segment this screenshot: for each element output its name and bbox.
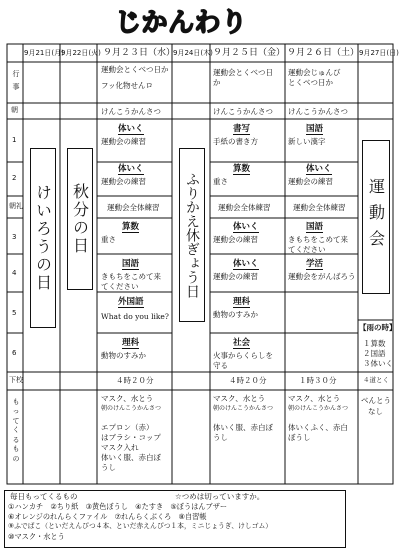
- header-date-4: 9月24日(木): [173, 49, 213, 57]
- holiday-box-keiro: [30, 148, 56, 328]
- d6-gyoji-2: とくべつ日か: [288, 78, 333, 87]
- footer-line-4: ⑩マスク・水とう: [8, 532, 65, 541]
- row-label-gyoji: 行事: [12, 70, 20, 92]
- d5-p6-subject: 社会: [233, 338, 251, 348]
- d3-motte-3: エプロン（赤）: [101, 423, 154, 432]
- holiday-box-furikae: [179, 148, 205, 322]
- holiday-label-shubun: 秋分の日: [70, 183, 90, 255]
- d6-ge: １時３０分: [299, 376, 337, 385]
- d3-p6-subject: 理科: [122, 338, 140, 348]
- d7-rain-4: ４道とく: [363, 376, 389, 384]
- d5-p3-subject: 体いく: [233, 222, 259, 232]
- holiday-box-undokai: [362, 140, 390, 294]
- row-label-p1: 1: [12, 136, 17, 144]
- d7-rain-1: １算数: [363, 339, 386, 348]
- d6-motte-2: 朝のけんこうかんさつ: [288, 405, 349, 412]
- d5-p2-note: 重さ: [213, 177, 228, 186]
- d6-p2-subject: 体いく: [306, 164, 332, 174]
- d3-ge: ４時２０分: [116, 376, 154, 385]
- d7-motte-1: べんとう: [361, 396, 391, 405]
- d6-p1-note: 新しい漢字: [288, 137, 326, 146]
- row-label-mottekuru: もってくるもの: [12, 398, 20, 463]
- d6-p4-note: 運動会をがんばろう: [288, 272, 356, 281]
- footer-heading: 毎日もってくるもの: [10, 492, 78, 501]
- d5-p3-note: 運動会の練習: [213, 235, 258, 244]
- footer-note: ☆つめは切っていますか。: [175, 492, 265, 501]
- d7-motte-2: なし: [368, 407, 383, 416]
- d6-gyoji-1: 運動会じゅんび: [288, 68, 341, 77]
- row-label-ge: 下校: [9, 376, 23, 384]
- d5-gyoji-1: 運動会とくべつ日: [213, 68, 273, 77]
- d6-p4-subject: 学活: [306, 259, 324, 269]
- holiday-box-shubun: [67, 148, 93, 290]
- d3-gyoji-2: フッ化物せんロ: [101, 81, 153, 90]
- d5-gyoji-2: か: [213, 78, 221, 87]
- d5-chokai: 運動会全体練習: [218, 203, 271, 212]
- d3-p5-subject: 外国語: [118, 297, 144, 307]
- d3-p3-subject: 算数: [122, 222, 140, 232]
- holiday-label-furikae: ふりかえ休ぎょう日: [184, 172, 200, 298]
- d6-p3-note-2: てください: [288, 245, 326, 254]
- d5-p4-subject: 体いく: [233, 259, 259, 269]
- d6-chokai: 運動会全体練習: [293, 203, 346, 212]
- d5-ge: ４時２０分: [229, 376, 267, 385]
- d3-p1-subject: 体いく: [118, 124, 144, 134]
- footer-line-3: ⑨ふでばこ（といだえんぴつ４本、といだ赤えんぴつ１本，ミニじょうぎ、けしゴム）: [8, 522, 273, 530]
- d6-p3-note-1: きもちをこめて来: [288, 235, 348, 244]
- holiday-label-keiro: けいろうの日: [33, 184, 53, 292]
- d3-p3-note: 重さ: [101, 235, 116, 244]
- d7-rain-3: ３体いく: [363, 359, 393, 368]
- d5-p5-subject: 理科: [233, 297, 251, 307]
- row-label-p2: 2: [12, 174, 17, 182]
- d3-motte-2: 朝のけんこうかんさつ: [101, 405, 162, 412]
- header-date-3: ９月２３日（水）: [103, 48, 176, 58]
- d3-p4-note-1: きもちをこめて来: [101, 272, 161, 281]
- d3-p2-note: 運動会の練習: [101, 177, 146, 186]
- d3-motte-7: うし: [101, 463, 116, 472]
- d3-asa: けんこうかんさつ: [101, 107, 161, 116]
- row-label-p4: 4: [12, 269, 17, 277]
- d6-p2-note: 運動会の練習: [288, 177, 333, 186]
- row-label-p6: 6: [12, 349, 17, 357]
- header-date-1: 9月21日(月): [24, 49, 64, 57]
- d5-asa: けんこうかんさつ: [213, 107, 273, 116]
- d5-motte-2: 朝のけんこうかんさつ: [213, 405, 274, 412]
- d6-motte-1: マスク、水とう: [288, 394, 341, 403]
- page-title: じかんわり: [115, 8, 248, 38]
- d7-rain-2: ２国語: [363, 349, 386, 358]
- d5-p6-note-2: 守る: [213, 361, 228, 370]
- d5-motte-3: 体いく服、赤白ぼ: [213, 423, 273, 432]
- header-date-5: ９月２５日（金）: [213, 48, 286, 58]
- header-date-7: 9月27日(日): [359, 49, 399, 57]
- d5-p4-note: 運動会の練習: [213, 272, 258, 281]
- d3-p1-note: 運動会の練習: [101, 137, 146, 146]
- d5-p6-note-1: 火事からくらしを: [213, 351, 273, 360]
- holiday-label-undokai: 運動会: [366, 178, 386, 256]
- d5-motte-4: うし: [213, 433, 228, 442]
- d5-p5-note: 動物のすみか: [213, 310, 258, 319]
- d3-p4-note-2: てください: [101, 282, 139, 291]
- d6-motte-4: ぼうし: [288, 433, 311, 442]
- d3-gyoji-1: 運動会とくべつ日か: [101, 65, 169, 74]
- header-date-6: ９月２６日（土）: [287, 48, 360, 58]
- d3-motte-6: 体いく服、赤白ぼ: [101, 453, 161, 462]
- d6-motte-3: 体いくふく、赤白: [288, 423, 348, 432]
- d5-p1-subject: 書写: [233, 124, 251, 134]
- d3-p5-note: What do you like?: [101, 312, 169, 321]
- d3-p2-subject: 体いく: [118, 164, 144, 174]
- d3-chokai: 運動会全体練習: [107, 203, 160, 212]
- d7-rain-title: 【雨の時】: [359, 323, 397, 332]
- d5-p2-subject: 算数: [233, 164, 251, 174]
- row-label-chokai: 朝礼: [9, 202, 23, 210]
- d6-p1-subject: 国語: [306, 124, 324, 134]
- d5-motte-1: マスク、水とう: [213, 394, 266, 403]
- d3-p4-subject: 国語: [122, 259, 140, 269]
- d5-p1-note: 手紙の書き方: [213, 137, 258, 146]
- footer-box: [4, 490, 346, 548]
- header-date-2: 9月22日(火): [61, 49, 101, 57]
- row-label-p5: 5: [12, 309, 17, 317]
- d3-motte-4: はブラシ・コップ: [101, 433, 161, 442]
- footer-line-2: ⑥オレンジのれんらくファイル ⑦れんらくぶくろ ⑧自習帳: [8, 512, 207, 521]
- row-label-asa: 朝: [11, 106, 18, 114]
- row-label-p3: 3: [12, 233, 17, 241]
- d3-motte-5: マスク入れ: [101, 443, 139, 452]
- d3-p6-note: 動物のすみか: [101, 351, 146, 360]
- d6-asa: けんこうかんさつ: [288, 107, 348, 116]
- d6-p3-subject: 国語: [306, 222, 324, 232]
- d3-motte-1: マスク、水とう: [101, 394, 154, 403]
- footer-line-1: ①ハンカチ ②ちり紙 ③黄色ぼうし ④たすき ⑤ぼうはんブザー: [8, 502, 228, 511]
